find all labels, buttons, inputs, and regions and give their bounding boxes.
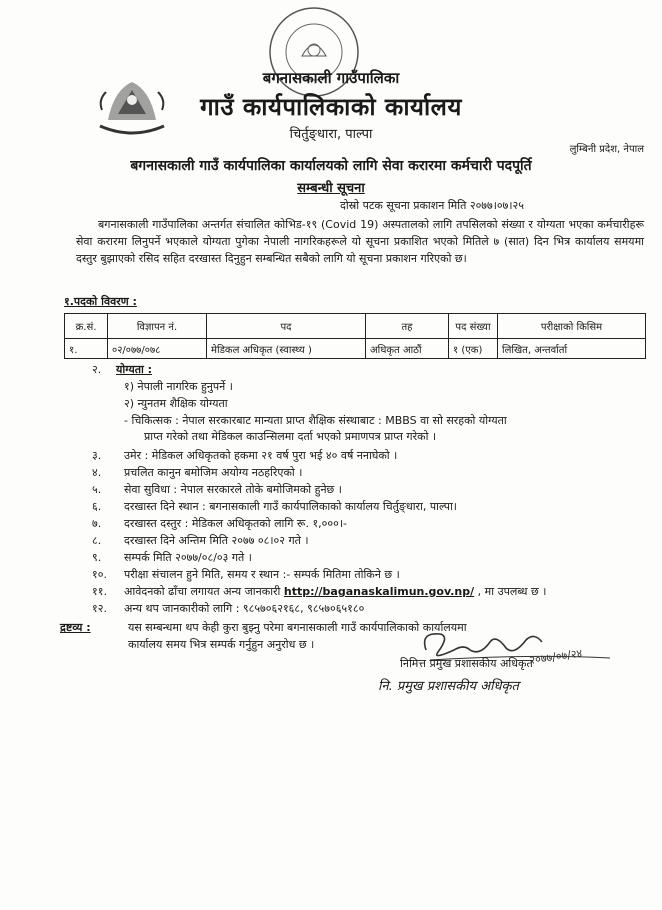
qualification-title: योग्यता :	[116, 363, 153, 376]
item-text: , मा उपलब्ध छ ।	[474, 585, 547, 598]
notice-subtitle: सम्बन्धी सूचना	[297, 181, 365, 196]
item-number: ९.	[92, 551, 102, 564]
item-text: दरखास्त दिने अन्तिम मिति २०७७ ०८।०२ गते ।	[124, 534, 309, 547]
table-cell: मेडिकल अधिकृत (स्वास्थ्य )	[207, 339, 366, 359]
col-header: पद	[207, 314, 366, 339]
table-cell: लिखित, अन्तर्वार्ता	[498, 339, 646, 359]
post-details-table	[64, 313, 646, 359]
qualification-detail: - चिकित्सक : नेपाल सरकारबाट मान्यता प्राप्त शैक्षिक संस्थाबाट : MBBS वा सो सरहको योग्यता	[124, 414, 507, 427]
item-number: ३.	[92, 449, 102, 462]
signer-stamp: नि. प्रमुख प्रशासकीय अधिकृत	[378, 679, 519, 694]
item-text: उमेर : मेडिकल अधिकृतको हकमा २१ वर्ष पुरा भई ४० वर्ष ननाघेको ।	[124, 449, 398, 462]
item-number: १०.	[92, 568, 107, 581]
item-number: ७.	[92, 517, 102, 530]
item-number: १२.	[92, 602, 107, 615]
item-text: दरखास्त दिने स्थान : बगनासकाली गाउँ कार्यपालिकाको कार्यालय चिर्तुङ्धारा, पाल्पा।	[124, 500, 457, 513]
table-cell: १.	[65, 339, 108, 359]
note-label: द्रष्टव्य :	[60, 621, 91, 634]
table-cell: ०२/०७७/०७८	[108, 339, 207, 359]
item-number: ११.	[92, 585, 107, 598]
col-header: पद संख्या	[449, 314, 498, 339]
office-location: चिर्तुङ्धारा, पाल्पा	[289, 127, 373, 142]
item-number: ५.	[92, 483, 102, 496]
website-link[interactable]: http://baganaskalimun.gov.np/	[283, 585, 475, 598]
item-text: दरखास्त दस्तुर : मेडिकल अधिकृतको लागि रू. १,०००।-	[124, 517, 347, 530]
publish-date: दोस्रो पटक सूचना प्रकाशन मिति २०७७।०७।२५	[340, 199, 524, 212]
signature-date: २०७७/०७/२४	[528, 646, 584, 667]
table-header-row	[65, 314, 646, 339]
table-cell: १ (एक)	[449, 339, 498, 359]
item-number: ६.	[92, 500, 102, 513]
note-text: यस सम्बन्धमा थप केही कुरा बुझ्नु परेमा बगनासकाली गाउँ कार्यपालिकाको कार्यालयमा	[128, 621, 467, 634]
col-header: विज्ञापन नं.	[108, 314, 207, 339]
col-header: क्र.सं.	[65, 314, 108, 339]
qualification-number: २.	[92, 363, 102, 376]
item-text: आवेदनको ढाँचा लगायत अन्य जानकारी	[124, 585, 284, 598]
province-name: लुम्बिनी प्रदेश, नेपाल	[569, 144, 644, 155]
item-text-with-link	[124, 584, 546, 599]
table-cell: अधिकृत आठौं	[366, 339, 449, 359]
col-header: तह	[366, 314, 449, 339]
section-post-details-title: १.पदको विवरण :	[64, 295, 137, 308]
table-row	[65, 339, 646, 359]
intro-paragraph	[76, 216, 644, 267]
note-text-cont: कार्यालय समय भित्र सम्पर्क गर्नुहुन अनुरोध छ ।	[128, 638, 315, 651]
qualification-detail-cont: प्राप्त गरेको तथा मेडिकल काउन्सिलमा दर्ता भएको प्रमाणपत्र प्राप्त गरेको ।	[144, 430, 437, 443]
item-number: ४.	[92, 466, 102, 479]
item-text: सेवा सुविधा : नेपाल सरकारले तोके बमोजिमको हुनेछ ।	[124, 483, 342, 496]
signer-title: निमित्त प्रमुख प्रशासकीय अधिकृत	[400, 657, 533, 670]
municipality-name: बगनासकाली गाउँपालिका	[262, 69, 400, 87]
intro-text: बगनासकाली गाउँपालिका अन्तर्गत संचालित कोभिड-१९ (Covid 19) अस्पतालको लागि तपसिलको संख्या र योग्यता भएका कर्मचारीहरू सेवा करारमा लिनुपर्ने भएकाले योग्यता पुगेका नेपाली नागरिकहरूले यो सूचना प्रकाशित भएको मितिले ७ (सात) दिन भित्र कार्यालय समयमा दस्तुर बुझाएको रसिद सहित दरखास्त दिनुहुन सम्बन्धित सबैको लागि यो सूचना प्रकाशन गरिएको छ।	[76, 218, 644, 265]
qualification-item: १) नेपाली नागरिक हुनुपर्ने ।	[124, 380, 233, 393]
item-text: अन्य थप जानकारीको लागि : ९८५७०६२१६८, ९८५७०६५१८०	[124, 602, 365, 615]
col-header: परीक्षाको किसिम	[498, 314, 646, 339]
item-number: ८.	[92, 534, 102, 547]
qualification-item: २) न्युनतम शैक्षिक योग्यता	[124, 397, 228, 410]
item-text: सम्पर्क मिति २०७७/०८/०३ गते ।	[124, 551, 252, 564]
item-text: प्रचलित कानुन बमोजिम अयोग्य नठहरिएको ।	[124, 466, 303, 479]
notice-title: बगनासकाली गाउँ कार्यपालिका कार्यालयको लागि सेवा करारमा कर्मचारी पदपूर्ति	[130, 158, 532, 174]
item-text: परीक्षा संचालन हुने मिति, समय र स्थान :- सम्पर्क मितिमा तोकिने छ ।	[124, 568, 400, 581]
office-name: गाउँ कार्यपालिकाको कार्यालय	[200, 93, 462, 121]
